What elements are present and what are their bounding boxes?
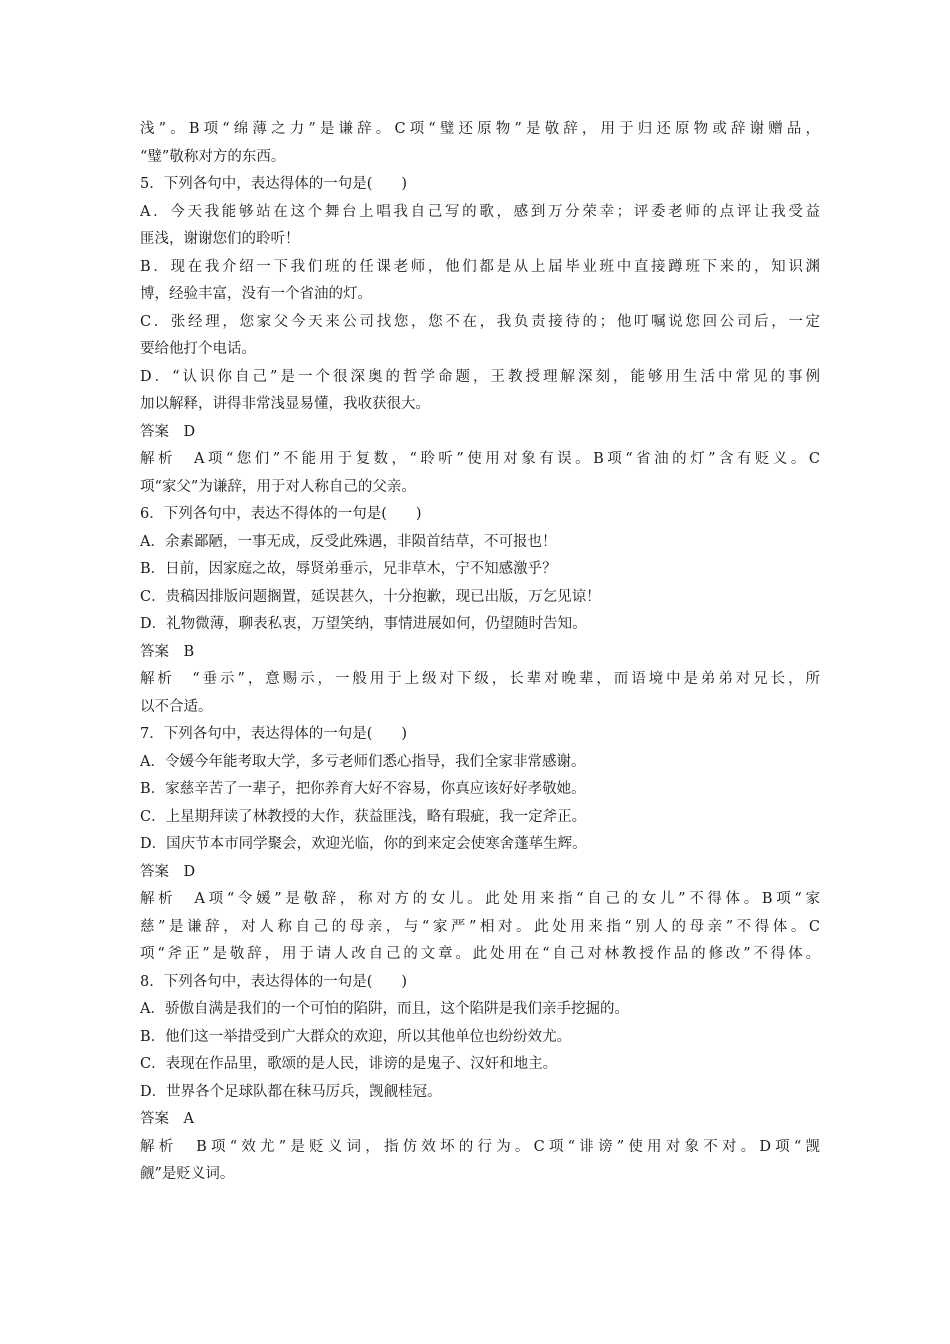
text-line: 解析 A项“您们”不能用于复数，“聆听”使用对象有误。B项“省油的灯”含有贬义。C [140,451,820,467]
text-line: A．骄傲自满是我们的一个可怕的陷阱，而且，这个陷阱是我们亲手挖掘的。 [140,1001,629,1017]
text-line: 答案 B [140,643,195,660]
text-line: B．家慈辛苦了一辈子，把你养育大好不容易，你真应该好好孝敬她。 [140,781,586,797]
text-line: 答案 D [140,863,196,880]
text-line: A．余素鄙陋，一事无成，反受此殊遇，非陨首结草，不可报也！ [140,533,557,550]
text-line: 浅”。B项“绵薄之力”是谦辞。C项“璧还原物”是敬辞，用于归还原物或辞谢赠品， [140,121,820,137]
text-line: “璧”敬称对方的东西。 [140,148,286,165]
text-line: C．上星期拜读了林教授的大作，获益匪浅，略有瑕疵，我一定斧正。 [140,808,587,825]
text-line: B．现在我介绍一下我们班的任课老师，他们都是从上届毕业班中直接蹲班下来的，知识渊 [140,258,820,275]
text-line: 答案 A [140,1111,194,1127]
text-line: 觎”是贬义词。 [140,1166,235,1182]
text-line: B．他们这一举措受到广大群众的欢迎，所以其他单位也纷纷效尤。 [140,1028,572,1045]
text-line: 解析 A项“令媛”是敬辞，称对方的女儿。此处用来指“自己的女儿”不得体。B项“家 [140,891,820,907]
text-line: 5．下列各句中，表达得体的一句是( ) [140,176,408,192]
text-line: 解析 B项“效尤”是贬义词，指仿效坏的行为。C项“诽谤”使用对象不对。D项“觊 [140,1138,820,1155]
text-line: D．礼物微薄，聊表私衷，万望笑纳，事情进展如何，仍望随时告知。 [140,616,587,632]
text-line: 慈”是谦辞，对人称自己的母亲，与“家严”相对。此处用来指“别人的母亲”不得体。C [140,918,820,935]
text-line: 6．下列各句中，表达不得体的一句是( ) [140,506,422,522]
text-line: A．令媛今年能考取大学，多亏老师们悉心指导，我们全家非常感谢。 [140,753,586,770]
text-line: A．今天我能够站在这个舞台上唱我自己写的歌，感到万分荣幸；评委老师的点评让我受益 [140,203,820,220]
text-line: 博，经验丰富，没有一个省油的灯。 [140,286,372,302]
text-line: D．国庆节本市同学聚会，欢迎光临，你的到来定会使寒舍蓬荜生辉。 [140,836,587,852]
text-line: 解析 “垂示”，意赐示，一般用于上级对下级，长辈对晚辈，而语境中是弟弟对兄长，所 [140,671,820,687]
text-line: 项“斧正”是敬辞，用于请人改自己的文章。此处用在“自己对林教授作品的修改”不得体。 [140,946,820,962]
text-line: 加以解释，讲得非常浅显易懂，我收获很大。 [140,396,430,412]
text-line: D．“认识你自己”是一个很深奥的哲学命题，王教授理解深刻，能够用生活中常见的事例 [140,368,820,385]
text-line: C．贵稿因排版问题搁置，延误甚久，十分抱歉，现已出版，万乞见谅！ [140,588,601,605]
text-line: 项“家父”为谦辞，用于对人称自己的父亲。 [140,478,416,495]
text-line: D．世界各个足球队都在秣马厉兵，觊觎桂冠。 [140,1083,442,1100]
text-line: 以不合适。 [140,698,213,715]
text-line: C．表现在作品里，歌颂的是人民，诽谤的是鬼子、汉奸和地主。 [140,1056,558,1072]
text-line: 7．下列各句中，表达得体的一句是( ) [140,726,408,742]
text-line: 8．下列各句中，表达得体的一句是( ) [140,973,408,990]
document-page [140,116,820,1189]
text-line: B．日前，因家庭之故，辱贤弟垂示，兄非草木，宁不知感激乎？ [140,561,557,577]
text-line: C．张经理，您家父今天来公司找您，您不在，我负责接待的；他叮嘱说您回公司后，一定 [140,313,820,330]
text-line: 答案 D [140,423,196,440]
text-line: 匪浅，谢谢您们的聆听！ [140,231,300,247]
text-line: 要给他打个电话。 [140,341,256,357]
